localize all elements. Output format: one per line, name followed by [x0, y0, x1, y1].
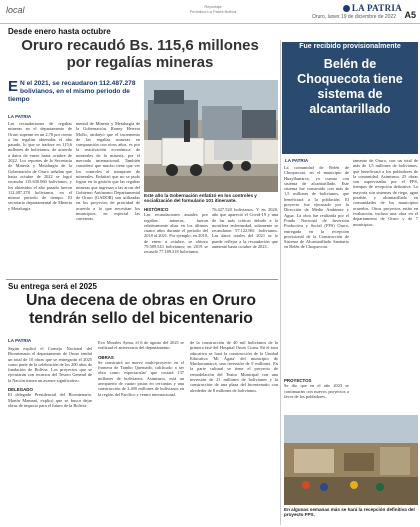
masthead — [168, 4, 258, 14]
story2-column-1-text: Según explicó el Consejo Nacional del Bicentenario el departamento de Oruro tendrá un total de 10 obras que se entregarán el 2025 como parte de la celebración de los 200 años de fundación de Bolivia. Los proyectos que se ejecutarán con recursos del Tesoro General de la Nación tienen un avance significativo. — [8, 346, 92, 383]
story2-column-2b-text: Se construirá un nuevo multi-proyecto en el frontera de Tambo Quemado, calificado a ser obra como 'espectacular' que costará 137 millones de bolivianos. Asimismo, está un aeropuerto de cuatro pistas en cercanías y una construcción de 2.400 millones de bolivianos en la región del Pacífico y centro internacional. — [98, 359, 184, 397]
dateline: Oruro, lunes 19 de diciembre de 2022 — [312, 14, 396, 20]
story2-column-2 — [98, 340, 184, 524]
story2-subhead-delegado: DELEGADO — [8, 387, 33, 393]
right-story-projects-text: Se dio que en el año 2023 se continuarán con nuevos proyectos a favor de los pobladores. — [284, 383, 349, 399]
story1-column-2: mental de Minería y Metalurgia de la Gobernación, Ronny Herrera Mollo, atribuyó que el incremento de las regalías mineras en comparación con otros años, es por la reactivación económica de minerales de la minería, por el mercado internacional. También consideró que mucho tiene que ver los controles al transporte de minerales. Enfatizó que no se pudo lograr en la gestión que las regalías mineras que ingresan a las arcas del Gobierno Autónomo Departamental de Oruro (GADOR) son utilizadas en los proyectos de prioridad de acuerdo a lo que necesitan los municipios, en especial las carreteras. — [76, 121, 140, 222]
section-label: local — [6, 5, 25, 15]
story1-photo-caption: Este año la Gobernación enfatizó en los controles y socialización del formulario 101 itinerante. — [144, 193, 257, 204]
story2-kicker: Su entrega será el 2025 — [8, 282, 97, 291]
story1-drop-cap: E — [8, 78, 19, 95]
story1-subhead-historico: HISTÓRICO — [144, 207, 169, 212]
story1-photo — [144, 80, 278, 192]
masthead-title: Reportaje — [204, 4, 222, 9]
story2-column-3: de la construcción de 40 mil bolivianos de la primera fase del Hospital Oruro Corea. En el área educativa se hará la construcción de la Unidad Educativa 'Mi Ágata' del municipio de Machacamarca, una inversión de 9 millones. En la parte cultural se tiene el proyecto de remodelación del Teatro Municipal con una inversión de 21 millones de bolivianos y la construcción de una plaza del bicentenario con alrededor de 8 millones de bolivianos. — [190, 340, 278, 393]
story2-byline: LA PATRIA — [8, 338, 32, 343]
right-story-photo — [284, 415, 418, 505]
right-story-projects — [284, 378, 349, 414]
right-story-headline: Belén de Choquecota tiene sistema de alcantarillado — [297, 57, 403, 116]
story1-column-3-text: Las recaudaciones anuales por regalías mineras, fueron relativamente altas en los últimos cuatro años durante el periodo del 2018 al 2021. Por ejemplo, en 2018, de enero a octubre, se obtuvo 79.589.543 bolivianos; en 2019 se recaudó 77.189.218 bolivianos. — [144, 212, 208, 255]
story1-column-1: Las recaudaciones de regalías mineras en el departamento de Oruro superan en un 2,78 por ciento a las regalías obtenidas el año pasado, lo que se traduce en 115,6 millones de bolivianos, de acuerdo a datos de enero hasta octubre de 2022. Los reportes de la Secretaría de Minería y Metalurgia de la Gobernación de Oruro señalan que hasta octubre de 2022 se logró recaudar 115.630.060 bolivianos, y los obtenidos el año pasado fueron 112.487.278 bolivianos, en el mismo periodo de tiempo. El secretario departamental de Minería y Metalurgia — [8, 121, 72, 211]
story1-kicker: Desde enero hasta octubre — [8, 27, 111, 36]
brand-logo-icon — [343, 5, 350, 12]
newspaper-brand — [343, 3, 402, 13]
column-divider — [280, 40, 281, 525]
story2-column-1b-text: El delegado Presidencial del Bicentenario, Martín Mamani, explicó que se busca dejar obras de impacto para el futuro de la Bolivia. — [8, 392, 92, 408]
story1-lead-text: N el 2021, se recaudaron 112.487.278 bolivianos, en el mismo periodo de tiempo — [8, 80, 136, 103]
right-story-byline: LA PATRIA — [285, 158, 309, 163]
story2-column-2-text: Evo Morales Ayma, el 6 de agosto del 2025 se realizará el aniversario del departamento. — [98, 340, 184, 351]
story1-lead — [8, 80, 140, 104]
story2-headline: Una decena de obras en Oruro tendrán sello del bicentenario — [26, 292, 256, 327]
story1-headline: Oruro recaudó Bs. 115,6 millones por regalías mineras — [21, 37, 259, 71]
story2-subhead-obras: OBRAS — [98, 354, 114, 360]
right-story-column-2: tamento de Oruro, con un total de más de 1,5 millones de bolivianos, que beneficiará a los pobladores de la comunidad. Asimismo, 25 obras son supervisadas por el FPS, tiempos de recepción definitiva. La mayoría son sistemas de riego, agua potable, y alcantarillado en comunidades de los municipios orureños. Otros proyectos están en evaluación, incluso una obra en el departamento de Oruro y de 7 municipios. — [353, 158, 418, 227]
story1-column-4: 76.427.520 bolivianos. Y en 2020, año que apareció el Covid-19 y una de las más críticas debido a la mortífera enfermedad, solamente se recaudaron 57.122.861 bolivianos. Las datos totales del 2021 se lo puede reflejar a la recaudación que aumentó hasta octubre de 2023. — [212, 207, 278, 250]
story1-byline: LA PATRIA — [8, 114, 32, 119]
right-story-kicker: Fue recibido provisionalmente — [299, 43, 401, 50]
story-divider — [6, 279, 278, 280]
right-story-column-1: La comunidad de Belén de Choquecota, en el municipio de Huayllamarca, ya cuenta con sistema de alcantarillado. Este sistema fue construido con más de 1,5 millones de bolivianos, que beneficiará a la población. El proyecto fue ejecutado por la Dirección de Medio Ambiente y Agua. La obra fue realizada por el Fondo Nacional de Inversión Productiva y Social (FPS) Oruro, entregada en la recepción provisional de la Construcción de Sistema de Alcantarillado Sanitario en Belén de Choquecota. — [284, 165, 349, 250]
masthead-subtitle: Periódico La Patria Bolivia — [189, 9, 237, 14]
mining-vehicles-image — [144, 80, 278, 192]
brand-name: LA PATRIA — [351, 3, 402, 13]
construction-site-image — [284, 415, 418, 505]
right-story-photo-caption: En algunas semanas más se hará la recepción definitiva del proyecto FPS. — [284, 507, 415, 518]
page-number: A5 — [404, 10, 416, 20]
page-header — [0, 0, 420, 24]
right-story-subhead-proyectos: PROYECTOS — [284, 378, 312, 383]
story2-column-1 — [8, 346, 92, 524]
story1-column-3 — [144, 207, 208, 277]
